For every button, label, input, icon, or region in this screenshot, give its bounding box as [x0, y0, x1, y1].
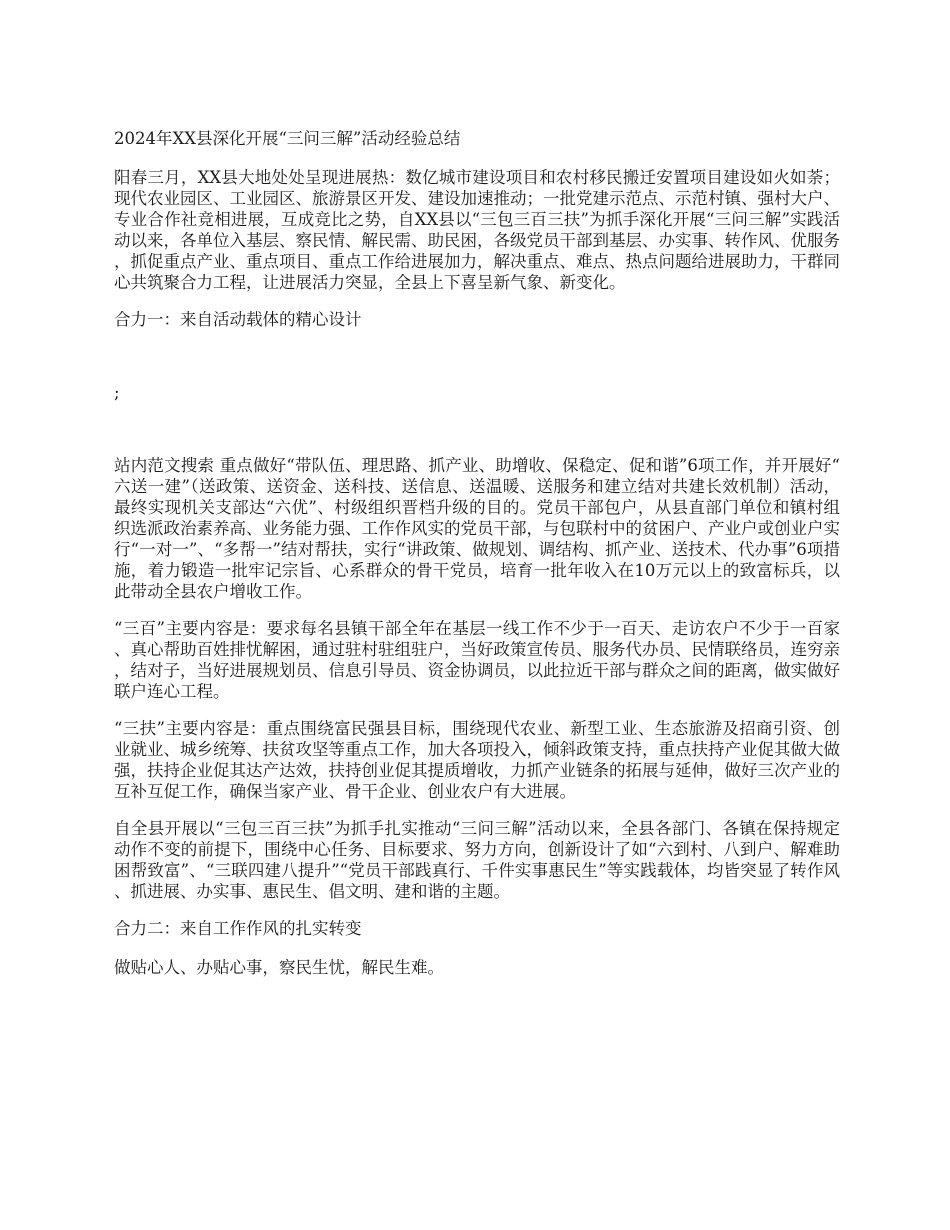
stray-semicolon: ;: [114, 383, 120, 402]
section-heading-1: 合力一：来自活动载体的精心设计: [114, 310, 362, 329]
section-heading-2: 合力二：来自工作作风的扎实转变: [114, 919, 362, 938]
intro-paragraph: 阳春三月，XX县大地处处呈现进展热：数亿城市建设项目和农村移民搬迁安置项目建设如火如荼；现代农业园区、工业园区、旅游景区开发、建设加速推动；一批党建示范点、示范村镇、强村大户、专业合作社竞相进展，互成竞比之势，自XX县以“三包三百三扶”为抓手深化开展“三问三解”实践活动以来，各单位入基层、察民情、解民需、助民困，各级党员干部到基层、办实事、转作风、优服务，抓促重点产业、重点项目、重点工作给进展加力，解决重点、难点、热点问题给进展助力，干群同心共筑聚合力工程，让进展活力突显，全县上下喜呈新气象、新变化。: [114, 168, 840, 292]
sanbai-paragraph: “三百”主要内容是：要求每名县镇干部全年在基层一线工作不少于一百天、走访农户不少于一百家、真心帮助百姓排忧解困，通过驻村驻组驻户，当好政策宣传员、服务代办员、民情联络员，连穷亲，结对子，当好进展规划员、信息引导员、资金协调员，以此拉近干部与群众之间的距离，做实做好联户连心工程。: [114, 619, 840, 701]
document-title: 2024年XX县深化开展“三问三解”活动经验总结: [114, 129, 461, 148]
sanfu-paragraph: “三扶”主要内容是：重点围绕富民强县目标，围绕现代农业、新型工业、生态旅游及招商引资、创业就业、城乡统筹、扶贫攻坚等重点工作，加大各项投入，倾斜政策支持，重点扶持产业促其做大做强，扶持企业促其达产达效，扶持创业促其提质增收，力抓产业链条的拓展与延伸，做好三次产业的互补互促工作，确保当家产业、骨干企业、创业农户有大进展。: [114, 719, 840, 801]
closing-paragraph: 做贴心人、办贴心事，察民生忧，解民生难。: [114, 958, 444, 977]
sanbao-paragraph: 站内范文搜索 重点做好“带队伍、理思路、抓产业、助增收、保稳定、促和谐”6项工作，并开展好“六送一建”（送政策、送资金、送科技、送信息、送温暖、送服务和建立结对共建长效机制）活动，最终实现机关支部达“六优”、村级组织晋档升级的目的。党员干部包户，从县直部门单位和镇村组织选派政治素养高、业务能力强、工作作风实的党员干部，与包联村中的贫困户、产业户或创业户实行“一对一”、“多帮一”结对帮扶，实行“讲政策、做规划、调结构、抓产业、送技术、代办事”6项措施，着力锻造一批牢记宗旨、心系群众的骨干党员，培育一批年收入在10万元以上的致富标兵，以此带动全县农户增收工作。: [114, 456, 840, 601]
summary-paragraph: 自全县开展以“三包三百三扶”为抓手扎实推动“三问三解”活动以来，全县各部门、各镇在保持规定动作不变的前提下，围绕中心任务、目标要求、努力方向，创新设计了如“六到村、八到户、解难助困帮致富”、“三联四建八提升”“党员干部践真行、千件实事惠民生”等实践载体，均皆突显了转作风、抓进展、办实事、惠民生、倡文明、建和谐的主题。: [114, 819, 840, 901]
document-page: [114, 128, 840, 994]
